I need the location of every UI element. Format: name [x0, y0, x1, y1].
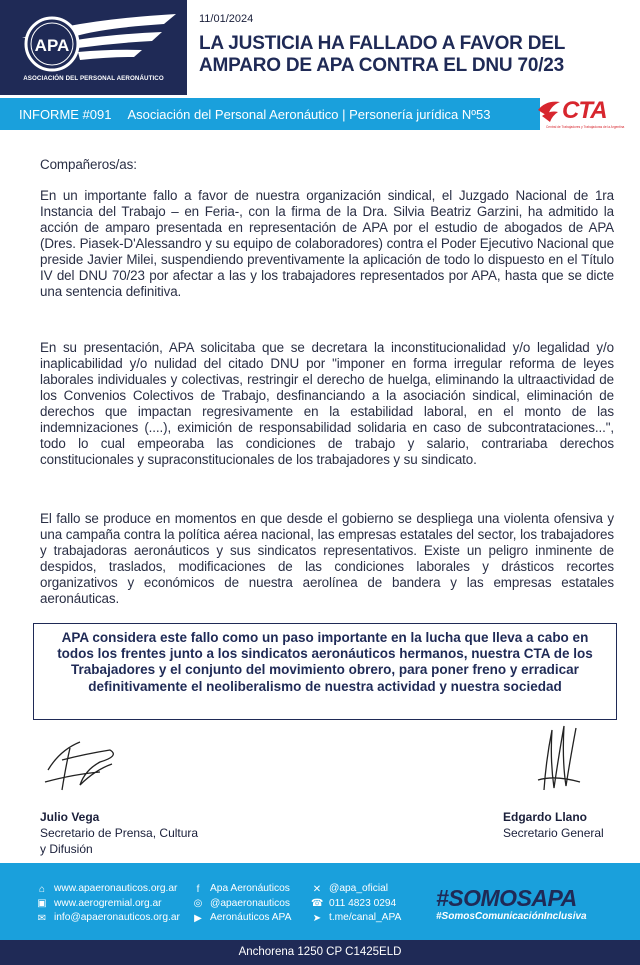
info-bar [0, 98, 540, 130]
footer-link[interactable]: @apaeronauticos [210, 897, 291, 909]
footer-link[interactable]: info@apaeronauticos.org.ar [54, 912, 180, 923]
highlight-box: APA considera este fallo como un paso importante en la lucha que lleva a cabo en todos los frentes junto a los sindicatos aeronáuticos hermanos, nuestra CTA de los Trabajadores y el conjunto del movimiento obrero, para poner freno y erradicar definitivamente el neoliberalismo de nuestra actividad y nuestra sociedad [33, 623, 617, 720]
address-bar: Anchorena 1250 CP C1425ELD [0, 940, 640, 965]
report-number: INFORME #091 [19, 106, 112, 122]
hashtag-sub: #SomosComunicaciónInclusiva [436, 911, 587, 922]
signature-julio-vega-icon [40, 730, 140, 805]
footer-social-2 [311, 882, 401, 926]
mail-icon: ✉ [37, 912, 47, 924]
signature-edgardo-llano-icon [530, 720, 590, 800]
apa-logo-block [0, 0, 187, 95]
web-icon: ▣ [37, 898, 47, 910]
home-icon: ⌂ [38, 883, 46, 895]
footer-social-1 [192, 882, 291, 926]
logo-letters: APA [34, 36, 70, 55]
footer-link[interactable]: 011 4823 0294 [329, 897, 397, 909]
signatory-2-role: Secretario General [503, 826, 604, 840]
salutation: Compañeros/as: [40, 157, 137, 172]
footer-websites [36, 882, 180, 926]
document-date: 11/01/2024 [199, 13, 254, 25]
paragraph-3: El fallo se produce en momentos en que desde el gobierno se despliega una violenta ofensiva y una campaña contra la política aérea nacional, las empresas estatales del sector, los trabajadores y trabajadoras aeronáuticos y sus sindicatos representativos. Existe un peligro inminente de despidos, traslados, modificaciones de las condiciones laborales y drásticos recortes organizativos y económicos de nuestra aerolínea de bandera y las empresas estatales aeronáuticas. [40, 511, 614, 606]
phone-icon: ☎ [311, 898, 324, 910]
footer-link[interactable]: www.apaeronauticos.org.ar [54, 883, 178, 894]
signatory-1-name: Julio Vega [40, 810, 100, 824]
paragraph-1: En un importante fallo a favor de nuestra organización sindical, el Juzgado Nacional de 1ra Instancia del Trabajo – en Feria-, con la firma de la Dra. Silvia Beatriz Garzini, ha admitido la acción de amparo presentada en representación de APA por el estudio de abogados de APA (Dres. Piasek-D'Alessandro y su equipo de colaboradores) contra el Poder Ejecutivo Nacional que preside Javier Milei, suspendiendo preventivamente la aplicación de todo lo dispuesto en el Título IV del DNU 70/23 por afectar a las y los trabajadores representados por APA, hasta que se dicte una sentencia definitiva. [40, 188, 614, 299]
footer-link[interactable]: Apa Aeronáuticos [210, 883, 290, 894]
footer-link[interactable]: t.me/canal_APA [329, 912, 402, 923]
footer-link[interactable]: @apa_oficial [329, 883, 389, 894]
telegram-icon: ➤ [312, 912, 322, 924]
hashtag-somosapa: #SOMOSAPA [436, 885, 577, 911]
instagram-icon: ◎ [193, 898, 203, 910]
cta-logo-text: CTA [562, 97, 607, 124]
paragraph-2: En su presentación, APA solicitaba que se decretara la inconstitucionalidad y/o legalidad y/o inaplicabilidad y/o nulidad del citado DNU por "imponer en forma irregular reforma de leyes laborales individuales y colectivas, restringir el derecho de huelga, eliminando la ultraactividad de los Convenios Colectivos de Trabajo, desfinanciando a la asociación sindical, eliminación de derechos que impactan regresivamente en la estabilidad laboral, en el monto de las indemnizaciones (....), eximición de responsabilidad solidaria en caso de subcontrataciones...", todo lo cual empeoraba las condiciones de trabajo y salario, contrariaba derechos constitucionales y supraconstitucionales de los trabajadores y su sindicato. [40, 340, 614, 467]
signatory-2-name: Edgardo Llano [503, 810, 587, 824]
footer-link[interactable]: Aeronáuticos APA [210, 912, 292, 923]
apa-wings-logo-icon [14, 8, 184, 74]
signatory-1-role: Secretario de Prensa, Cultura y Difusión [40, 826, 199, 856]
facebook-icon: f [196, 883, 200, 895]
youtube-icon: ▶ [194, 912, 202, 924]
twitter-icon: ✕ [312, 883, 322, 895]
footer-link[interactable]: www.aerogremial.org.ar [54, 897, 162, 909]
association-legal: Asociación del Personal Aeronáutico | Personería jurídica Nº53 [127, 106, 491, 122]
logo-caption: ASOCIACIÓN DEL PERSONAL AERONÁUTICO [23, 75, 164, 82]
cta-subtitle: Central de Trabajadores y Trabajadoras de la Argentina [546, 125, 625, 129]
document-title: LA JUSTICIA HA FALLADO A FAVOR DEL AMPARO DE APA CONTRA EL DNU 70/23 [199, 33, 565, 76]
